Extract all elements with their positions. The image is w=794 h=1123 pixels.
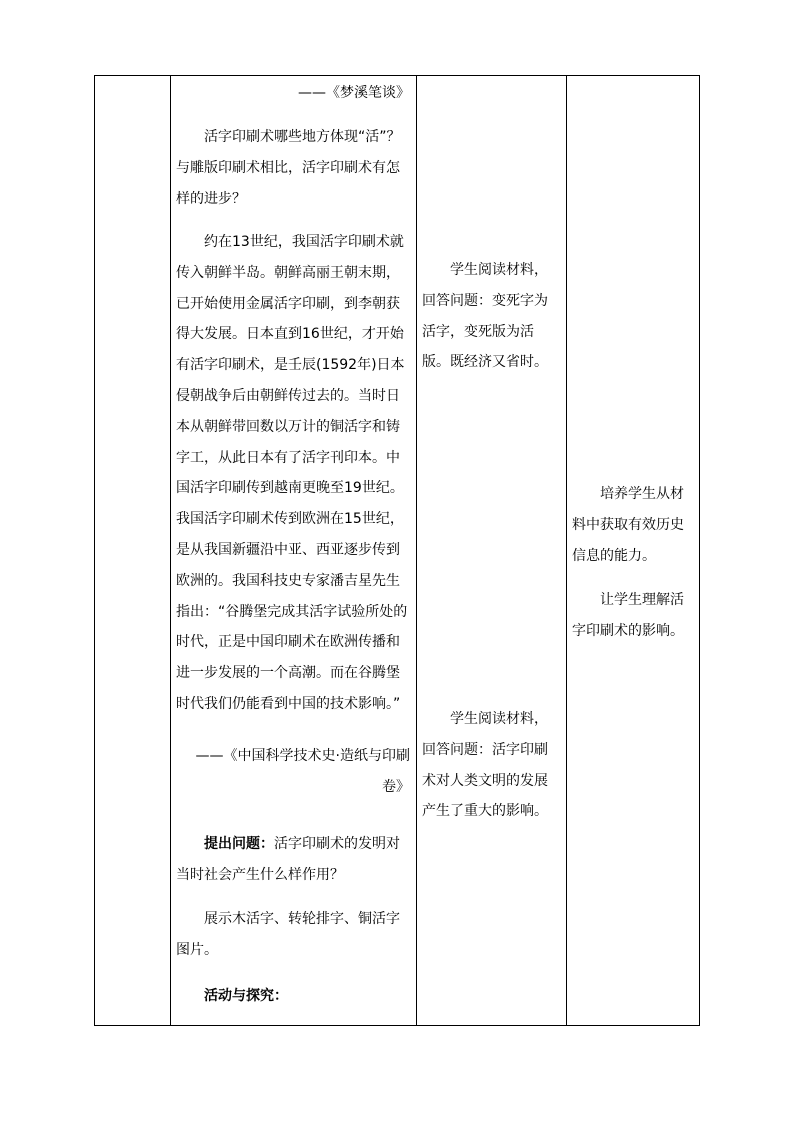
raise-question-text: 活字印刷术的发明对当时社会产生什么样作用？: [176, 836, 400, 883]
design-intent-cell: [567, 75, 700, 1026]
teaching-content-cell: [171, 75, 416, 1026]
table-border-left: [94, 75, 95, 1026]
show-images-text: 展示木活字、转轮排字、铜活字图片。: [176, 911, 400, 958]
source-citation-history: ——《中国科学技术史·造纸与印刷卷》: [195, 748, 410, 795]
activity-heading: 活动与探究：: [204, 988, 288, 1004]
source-citation-mengxi: ——《梦溪笔谈》: [298, 85, 410, 101]
reading-material: 约在13世纪，我国活字印刷术就传入朝鲜半岛。朝鲜高丽王朝末期，已开始使用金属活字印刷，到李朝获得大发展。日本直到16世纪，才开始有活字印刷术，是壬辰(1592年)日本侵朝战争后由朝鲜传过去的。当时日本从朝鲜带回数以万计的铜活字和铸字工，从此日本有了活字刊印本。中国活字印刷传到越南更晚至19世纪。我国活字印刷术传到欧洲在15世纪，是从我国新疆沿中亚、西亚逐步传到欧洲的。我国科技史专家潘吉星先生指出：“谷腾堡完成其活字试验所处的时代，正是中国印刷术在欧洲传播和进一步发展的一个高潮。而在谷腾堡时代我们仍能看到中国的技术影响。”: [176, 234, 408, 712]
design-goal-2: 让学生理解活字印刷术的影响。: [572, 592, 684, 639]
raise-question: [176, 829, 410, 891]
design-goal-1: 培养学生从材料中获取有效历史信息的能力。: [572, 486, 684, 564]
student-answer-2: 学生阅读材料，回答问题：活字印刷术对人类文明的发展产生了重大的影响。: [422, 711, 548, 820]
student-answer-1: 学生阅读材料，回答问题：变死字为活字，变死版为活版。既经济又省时。: [422, 262, 548, 371]
student-activity-cell: [417, 75, 566, 1026]
question-huozi: 活字印刷术哪些地方体现“活”？与雕版印刷术相比，活字印刷术有怎样的进步？: [176, 129, 401, 207]
raise-question-label: 提出问题：: [204, 836, 274, 852]
